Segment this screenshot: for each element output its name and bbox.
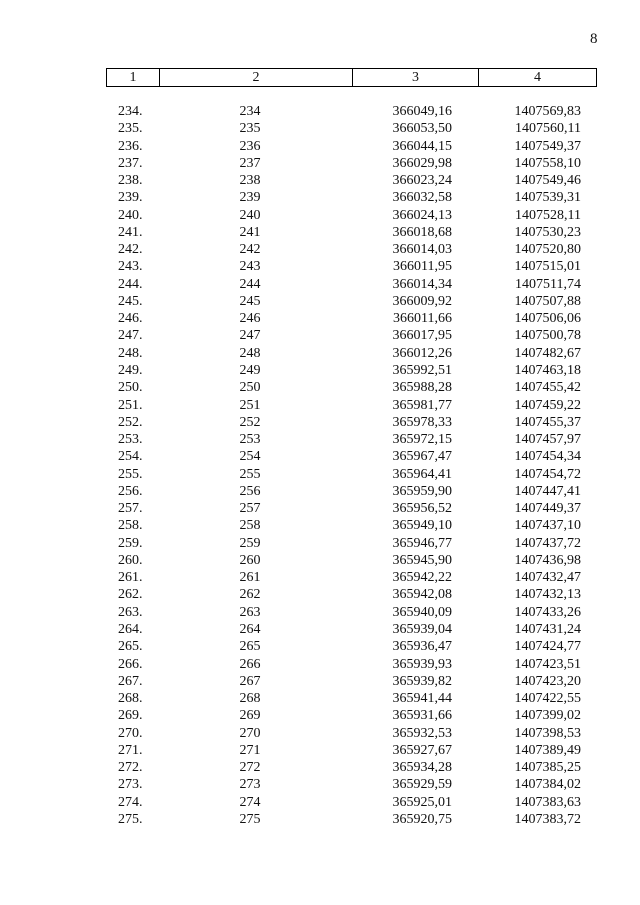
cell-point-index: 273. <box>118 777 143 793</box>
cell-point-number: 244 <box>239 276 261 292</box>
table-row <box>0 276 640 293</box>
cell-point-index: 245. <box>118 293 143 309</box>
table-row <box>0 258 640 275</box>
cell-point-index: 268. <box>118 691 143 707</box>
cell-point-index: 253. <box>118 432 143 448</box>
cell-point-index: 239. <box>118 190 143 206</box>
table-row <box>0 586 640 603</box>
column-header-4: 4 <box>534 70 541 85</box>
table-row <box>0 362 640 379</box>
cell-point-number: 252 <box>239 414 261 430</box>
cell-coordinate-y: 1407528,11 <box>515 207 581 223</box>
cell-coordinate-x: 366049,16 <box>392 104 452 119</box>
cell-coordinate-x: 365939,93 <box>392 656 452 672</box>
table-row <box>0 535 640 552</box>
cell-point-index: 241. <box>118 224 143 240</box>
cell-coordinate-y: 1407423,51 <box>514 656 581 672</box>
cell-coordinate-x: 366011,95 <box>393 259 452 275</box>
cell-point-number: 238 <box>239 173 261 189</box>
cell-point-index: 249. <box>118 362 143 378</box>
cell-coordinate-x: 365978,33 <box>392 414 452 430</box>
table-row <box>0 794 640 811</box>
cell-point-number: 236 <box>239 138 261 154</box>
cell-point-number: 247 <box>239 328 261 344</box>
table-row <box>0 155 640 172</box>
cell-point-index: 254. <box>118 449 143 465</box>
cell-point-number: 259 <box>239 535 261 551</box>
cell-point-number: 265 <box>239 639 261 655</box>
cell-coordinate-y: 1407457,97 <box>514 432 581 448</box>
cell-point-index: 247. <box>118 328 143 344</box>
cell-point-index: 269. <box>118 708 143 724</box>
cell-coordinate-x: 366018,68 <box>392 224 452 240</box>
cell-coordinate-y: 1407422,55 <box>514 691 581 707</box>
cell-point-number: 248 <box>239 345 261 361</box>
table-row <box>0 673 640 690</box>
cell-coordinate-x: 366029,98 <box>392 155 452 171</box>
cell-coordinate-y: 1407511,74 <box>515 276 581 292</box>
cell-point-index: 267. <box>118 673 143 689</box>
cell-coordinate-x: 365945,90 <box>392 552 452 568</box>
table-row <box>0 500 640 517</box>
cell-point-number: 235 <box>239 121 261 137</box>
cell-coordinate-x: 365981,77 <box>392 397 452 413</box>
table-row <box>0 448 640 465</box>
cell-point-index: 275. <box>118 811 143 827</box>
cell-coordinate-x: 365929,59 <box>392 777 452 793</box>
cell-point-index: 266. <box>118 656 143 672</box>
cell-point-number: 251 <box>239 397 261 413</box>
cell-coordinate-x: 365936,47 <box>392 639 452 655</box>
cell-coordinate-x: 366011,66 <box>393 311 452 327</box>
cell-point-number: 273 <box>239 777 261 793</box>
cell-coordinate-y: 1407539,31 <box>514 190 581 206</box>
cell-coordinate-x: 365920,75 <box>392 811 452 827</box>
cell-coordinate-y: 1407424,77 <box>514 639 581 655</box>
cell-point-index: 271. <box>118 742 143 758</box>
cell-point-number: 256 <box>239 483 261 499</box>
cell-coordinate-y: 1407455,37 <box>514 414 581 430</box>
cell-point-index: 256. <box>118 483 143 499</box>
cell-coordinate-x: 365967,47 <box>392 449 452 465</box>
cell-coordinate-y: 1407507,88 <box>514 293 581 309</box>
cell-point-number: 240 <box>239 207 261 223</box>
cell-coordinate-x: 365959,90 <box>392 483 452 499</box>
table-header <box>106 68 597 87</box>
cell-point-number: 274 <box>239 794 261 810</box>
cell-point-number: 253 <box>239 432 261 448</box>
table-row <box>0 621 640 638</box>
cell-coordinate-x: 365949,10 <box>392 518 452 534</box>
cell-point-number: 263 <box>239 604 261 620</box>
cell-coordinate-y: 1407398,53 <box>514 725 581 741</box>
cell-coordinate-y: 1407433,26 <box>514 604 581 620</box>
cell-coordinate-x: 365964,41 <box>392 466 452 482</box>
cell-point-index: 236. <box>118 138 143 154</box>
table-row <box>0 241 640 258</box>
cell-point-number: 249 <box>239 362 261 378</box>
cell-point-index: 272. <box>118 760 143 776</box>
cell-coordinate-y: 1407423,20 <box>514 673 581 689</box>
table-row <box>0 345 640 362</box>
table-row <box>0 725 640 742</box>
cell-point-index: 263. <box>118 604 143 620</box>
cell-point-number: 261 <box>239 570 261 586</box>
cell-coordinate-y: 1407432,13 <box>514 587 581 603</box>
cell-coordinate-x: 366014,34 <box>392 276 452 292</box>
cell-point-index: 246. <box>118 311 143 327</box>
cell-coordinate-x: 365942,08 <box>392 587 452 603</box>
cell-point-number: 241 <box>239 224 261 240</box>
cell-point-index: 240. <box>118 207 143 223</box>
cell-coordinate-y: 1407549,46 <box>514 173 581 189</box>
cell-point-number: 246 <box>239 311 261 327</box>
cell-point-index: 261. <box>118 570 143 586</box>
cell-coordinate-y: 1407506,06 <box>514 311 581 327</box>
page-number: 8 <box>590 31 598 47</box>
cell-coordinate-y: 1407560,11 <box>515 121 581 137</box>
table-row <box>0 414 640 431</box>
cell-coordinate-x: 365939,82 <box>392 673 452 689</box>
table-row <box>0 466 640 483</box>
cell-coordinate-y: 1407431,24 <box>514 621 581 637</box>
coordinate-table-body <box>0 103 640 828</box>
table-row <box>0 327 640 344</box>
table-row <box>0 638 640 655</box>
cell-coordinate-y: 1407384,02 <box>514 777 581 793</box>
table-row <box>0 776 640 793</box>
cell-coordinate-y: 1407500,78 <box>514 328 581 344</box>
cell-coordinate-y: 1407459,22 <box>514 397 581 413</box>
cell-point-number: 242 <box>239 242 261 258</box>
cell-coordinate-y: 1407515,01 <box>514 259 581 275</box>
cell-point-index: 270. <box>118 725 143 741</box>
table-row <box>0 172 640 189</box>
cell-coordinate-y: 1407399,02 <box>514 708 581 724</box>
table-row <box>0 397 640 414</box>
cell-point-index: 260. <box>118 552 143 568</box>
cell-coordinate-y: 1407482,67 <box>514 345 581 361</box>
cell-coordinate-x: 366032,58 <box>392 190 452 206</box>
cell-coordinate-x: 365927,67 <box>392 742 452 758</box>
column-header-1: 1 <box>107 69 160 86</box>
cell-point-number: 272 <box>239 760 261 776</box>
cell-point-number: 257 <box>239 501 261 517</box>
cell-coordinate-y: 1407385,25 <box>514 760 581 776</box>
cell-coordinate-y: 1407454,72 <box>514 466 581 482</box>
table-row <box>0 138 640 155</box>
cell-coordinate-x: 366017,95 <box>392 328 452 344</box>
table-row <box>0 103 640 120</box>
cell-coordinate-x: 366009,92 <box>392 293 452 309</box>
cell-coordinate-x: 365988,28 <box>392 380 452 396</box>
cell-coordinate-y: 1407447,41 <box>514 483 581 499</box>
cell-point-index: 243. <box>118 259 143 275</box>
cell-point-index: 259. <box>118 535 143 551</box>
cell-point-index: 255. <box>118 466 143 482</box>
cell-coordinate-y: 1407436,98 <box>514 552 581 568</box>
cell-point-index: 235. <box>118 121 143 137</box>
table-row <box>0 552 640 569</box>
cell-coordinate-y: 1407520,80 <box>514 242 581 258</box>
cell-point-index: 248. <box>118 345 143 361</box>
table-row <box>0 656 640 673</box>
table-row <box>0 379 640 396</box>
cell-coordinate-x: 365942,22 <box>392 570 452 586</box>
cell-point-index: 265. <box>118 639 143 655</box>
cell-point-number: 266 <box>239 656 261 672</box>
table-row <box>0 189 640 206</box>
cell-point-number: 269 <box>239 708 261 724</box>
cell-point-index: 244. <box>118 276 143 292</box>
cell-coordinate-x: 365925,01 <box>392 794 452 810</box>
table-row <box>0 120 640 137</box>
cell-coordinate-x: 365934,28 <box>392 760 452 776</box>
cell-point-index: 250. <box>118 380 143 396</box>
cell-coordinate-x: 365956,52 <box>392 501 452 517</box>
table-row <box>0 811 640 828</box>
cell-coordinate-x: 365939,04 <box>392 621 452 637</box>
table-row <box>0 759 640 776</box>
cell-coordinate-x: 366053,50 <box>392 121 452 137</box>
cell-point-index: 234. <box>118 104 143 119</box>
cell-coordinate-x: 366014,03 <box>392 242 452 258</box>
cell-point-index: 274. <box>118 794 143 810</box>
cell-coordinate-y: 1407437,10 <box>514 518 581 534</box>
cell-point-index: 251. <box>118 397 143 413</box>
cell-coordinate-y: 1407549,37 <box>514 138 581 154</box>
column-header-2: 2 <box>160 69 353 86</box>
cell-coordinate-x: 366023,24 <box>392 173 452 189</box>
table-row <box>0 707 640 724</box>
cell-point-number: 264 <box>239 621 261 637</box>
cell-coordinate-x: 365972,15 <box>392 432 452 448</box>
cell-coordinate-y: 1407437,72 <box>514 535 581 551</box>
cell-point-index: 262. <box>118 587 143 603</box>
table-row <box>0 293 640 310</box>
cell-point-index: 252. <box>118 414 143 430</box>
cell-coordinate-y: 1407455,42 <box>514 380 581 396</box>
cell-point-number: 275 <box>239 811 261 827</box>
table-row <box>0 224 640 241</box>
cell-point-index: 264. <box>118 621 143 637</box>
table-row <box>0 690 640 707</box>
cell-point-number: 271 <box>239 742 261 758</box>
cell-point-number: 254 <box>239 449 261 465</box>
cell-point-number: 234 <box>239 104 261 119</box>
cell-coordinate-x: 365941,44 <box>392 691 452 707</box>
cell-coordinate-y: 1407558,10 <box>514 155 581 171</box>
column-header-3: 3 <box>353 69 479 86</box>
table-row <box>0 742 640 759</box>
table-row <box>0 517 640 534</box>
table-row <box>0 431 640 448</box>
cell-point-number: 268 <box>239 691 261 707</box>
cell-point-index: 237. <box>118 155 143 171</box>
cell-point-number: 250 <box>239 380 261 396</box>
cell-point-number: 267 <box>239 673 261 689</box>
cell-coordinate-y: 1407383,72 <box>514 811 581 827</box>
cell-coordinate-x: 365940,09 <box>392 604 452 620</box>
cell-coordinate-x: 366044,15 <box>392 138 452 154</box>
table-row <box>0 569 640 586</box>
cell-point-number: 239 <box>239 190 261 206</box>
cell-point-number: 243 <box>239 259 261 275</box>
cell-coordinate-y: 1407432,47 <box>514 570 581 586</box>
cell-coordinate-x: 366024,13 <box>392 207 452 223</box>
cell-coordinate-y: 1407569,83 <box>514 104 581 119</box>
cell-point-index: 238. <box>118 173 143 189</box>
table-row <box>0 310 640 327</box>
cell-coordinate-y: 1407383,63 <box>514 794 581 810</box>
cell-coordinate-y: 1407530,23 <box>514 224 581 240</box>
cell-point-index: 257. <box>118 501 143 517</box>
table-row <box>0 207 640 224</box>
cell-point-number: 258 <box>239 518 261 534</box>
cell-coordinate-x: 366012,26 <box>392 345 452 361</box>
cell-coordinate-x: 365992,51 <box>392 362 452 378</box>
cell-point-number: 262 <box>239 587 261 603</box>
cell-point-number: 245 <box>239 293 261 309</box>
cell-point-index: 258. <box>118 518 143 534</box>
cell-point-number: 270 <box>239 725 261 741</box>
cell-coordinate-y: 1407389,49 <box>514 742 581 758</box>
table-row <box>0 604 640 621</box>
cell-coordinate-y: 1407449,37 <box>514 501 581 517</box>
cell-point-index: 242. <box>118 242 143 258</box>
cell-coordinate-x: 365932,53 <box>392 725 452 741</box>
cell-coordinate-x: 365946,77 <box>392 535 452 551</box>
cell-coordinate-y: 1407463,18 <box>514 362 581 378</box>
cell-coordinate-x: 365931,66 <box>392 708 452 724</box>
cell-point-number: 255 <box>239 466 261 482</box>
cell-coordinate-y: 1407454,34 <box>514 449 581 465</box>
cell-point-number: 260 <box>239 552 261 568</box>
cell-point-number: 237 <box>239 155 261 171</box>
table-row <box>0 483 640 500</box>
